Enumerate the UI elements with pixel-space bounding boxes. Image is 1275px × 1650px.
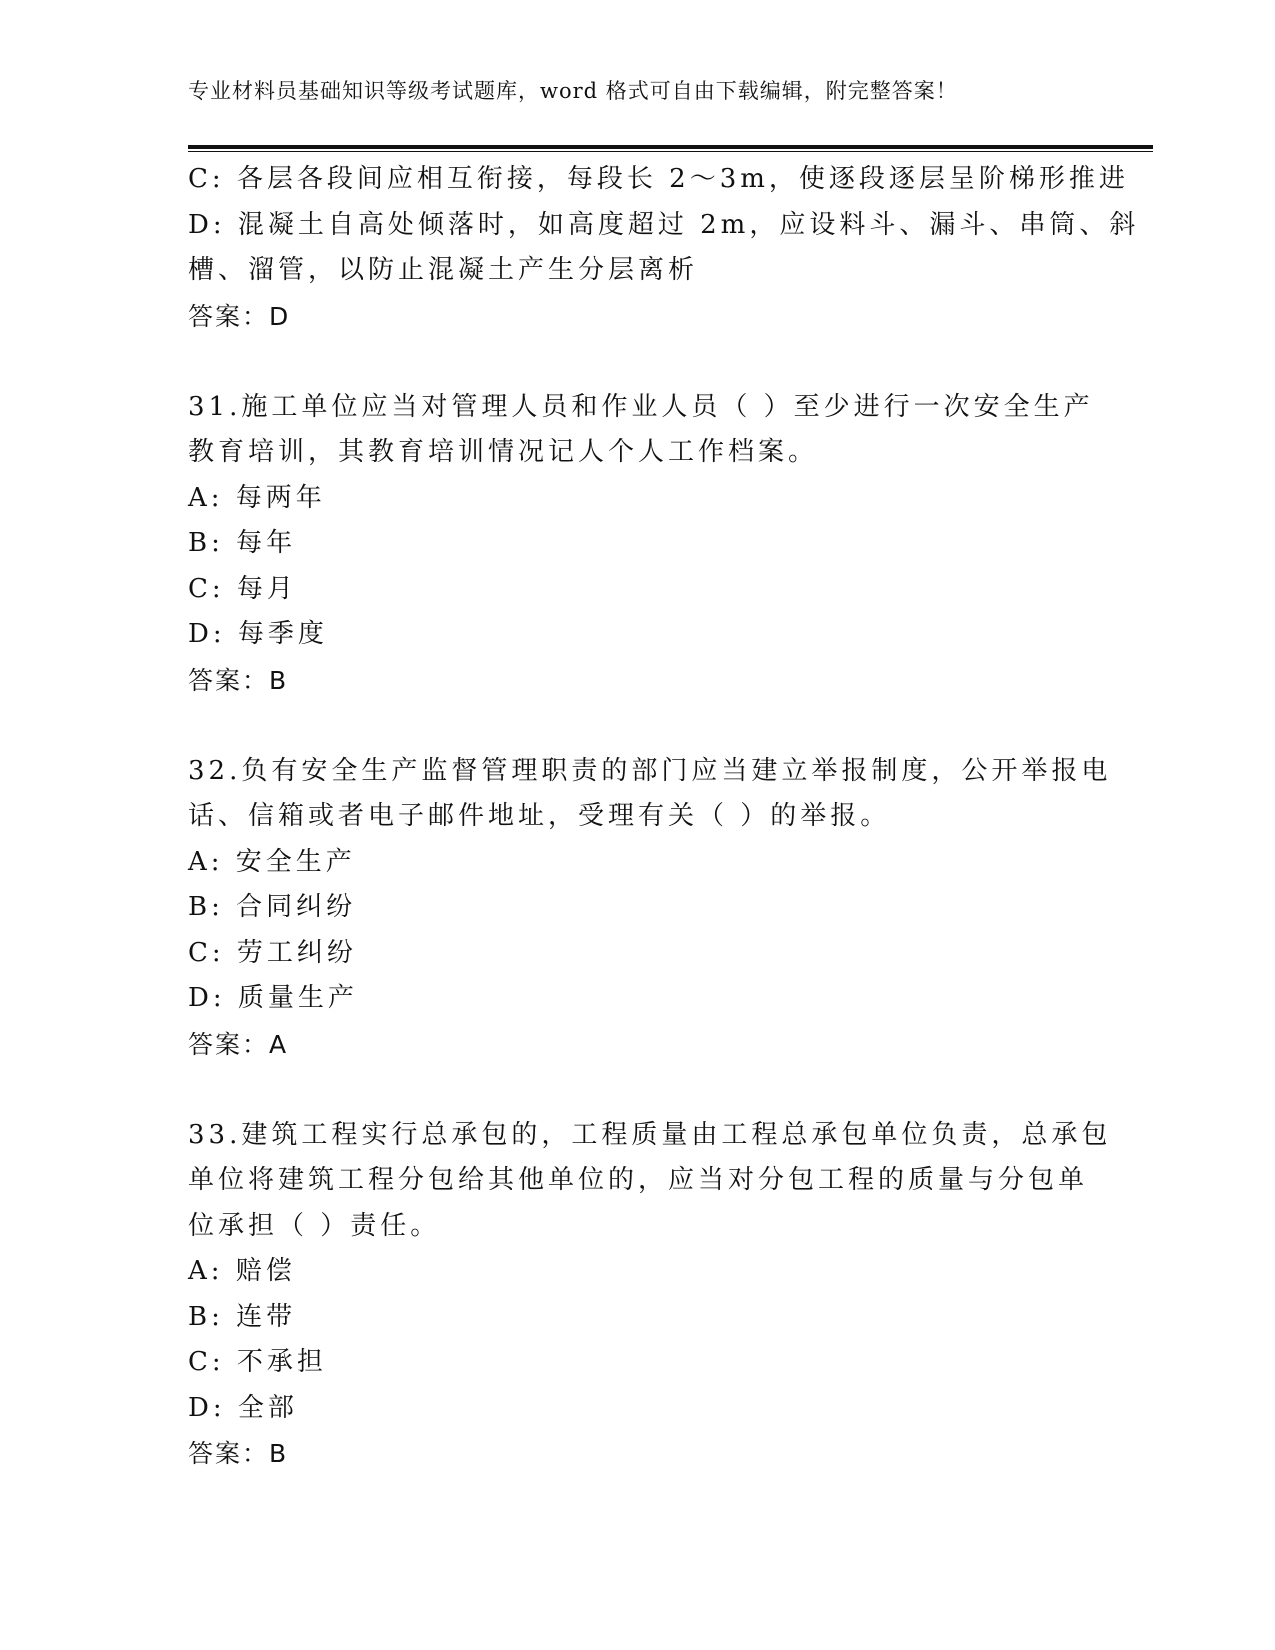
question-stem: 教育培训，其教育培训情况记人个人工作档案。 [188, 437, 819, 467]
question-stem: 单位将建筑工程分包给其他单位的，应当对分包工程的质量与分包单 [188, 1165, 1089, 1195]
answer: 答案：B [188, 665, 289, 695]
spacer [188, 1067, 1088, 1113]
spacer [188, 703, 1088, 749]
option-b: B: 连带 [188, 1301, 297, 1332]
question-32 [188, 749, 1112, 1068]
header-rule-thick [188, 145, 1153, 149]
option-a: A: 安全生产 [188, 846, 356, 877]
option-a: A: 赔偿 [188, 1256, 296, 1286]
option-b: B: 合同纠纷 [188, 892, 357, 922]
question-33 [188, 1113, 1112, 1477]
option-d: D: 全部 [188, 1392, 298, 1423]
answer: 答案：A [188, 1029, 289, 1059]
question-stem: 位承担（ ）责任。 [188, 1210, 441, 1241]
answer: 答案：B [188, 1439, 289, 1468]
header-rule-thin [188, 151, 1153, 152]
option-c: C: 劳工纠纷 [188, 937, 357, 968]
question-stem: 话、信箱或者电子邮件地址，受理有关（ ）的举报。 [188, 801, 891, 831]
question-content [188, 157, 1140, 1477]
option-b: B: 每年 [188, 528, 297, 558]
option-c: C: 各层各段间应相互衔接，每段长 2～3m，使逐段逐层呈阶梯形推进 [188, 164, 1129, 194]
option-c: C: 不承担 [188, 1347, 327, 1377]
option-d-continued: 槽、溜管，以防止混凝土产生分层离析 [188, 255, 699, 285]
spacer [188, 339, 1088, 385]
previous-question-tail [188, 157, 1140, 339]
question-stem: 31.施工单位应当对管理人员和作业人员（ ）至少进行一次安全生产 [188, 391, 1094, 422]
option-d: D: 每季度 [188, 619, 328, 649]
option-d: D: 质量生产 [188, 983, 358, 1013]
option-d: D: 混凝土自高处倾落时，如高度超过 2m，应设料斗、漏斗、串筒、斜 [188, 209, 1140, 240]
option-a: A: 每两年 [188, 482, 326, 513]
question-stem: 32.负有安全生产监督管理职责的部门应当建立举报制度，公开举报电 [188, 755, 1112, 786]
question-31 [188, 385, 1094, 704]
answer: 答案：D [188, 301, 291, 331]
page-header: 专业材料员基础知识等级考试题库，word 格式可自由下载编辑，附完整答案！ [188, 79, 958, 103]
question-stem: 33.建筑工程实行总承包的，工程质量由工程总承包单位负责，总承包 [188, 1119, 1112, 1150]
option-c: C: 每月 [188, 573, 297, 604]
